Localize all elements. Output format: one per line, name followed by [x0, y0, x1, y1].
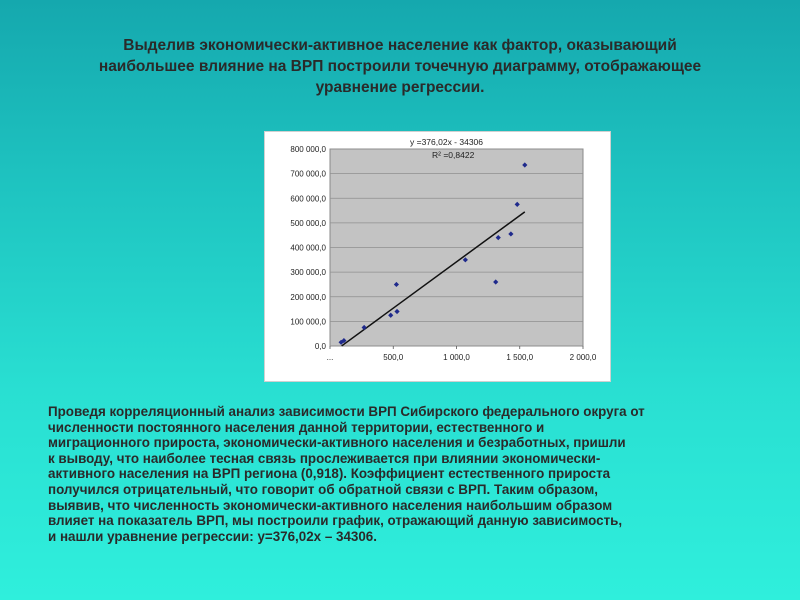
x-tick-label: 1 000,0 [443, 353, 470, 362]
chart-svg [265, 132, 610, 381]
y-tick-label: 800 000,0 [290, 145, 326, 154]
y-tick-label: 700 000,0 [290, 169, 326, 179]
slide-title: Выделив экономически-активное население как фактор, оказывающий наибольшее влияние на ВРП построили точечную диаграмму, отображающее уравнение регрессии. [98, 37, 702, 96]
scatter-chart [264, 131, 611, 382]
conclusion-paragraph: Проведя корреляционный анализ зависимости ВРП Сибирского федерального округа от численности постоянного населения данной территории, естественного и миграционного прироста, экономически-активного населения и безработных, пришли к выводу, что наиболее тесная связь прослеживается при влиянии экономически- активного населения на ВРП региона (0,918). Коэффициент естественного прироста получился отрицательный, что говорит об обратной связи с ВРП. Таким образом, выявив, что численность экономически-активного населения наибольшим образом влияет на показатель ВРП, мы построили график, отражающий данную зависимость, и нашли уравнение регрессии: y=376,02x – 34306. [48, 404, 645, 544]
x-tick-label: 1 500,0 [506, 353, 534, 362]
x-tick-label: 500,0 [383, 353, 404, 362]
x-tick-label: ... [326, 353, 334, 362]
y-tick-label: 600 000,0 [290, 194, 326, 204]
y-tick-label: 500 000,0 [290, 218, 326, 228]
y-tick-label: 400 000,0 [290, 243, 326, 253]
y-tick-label: 100 000,0 [290, 317, 326, 327]
x-tick-label: 2 000,0 [569, 353, 597, 362]
y-tick-label: 0,0 [314, 342, 326, 351]
trendline-equation: y =376,02x - 34306 [410, 137, 484, 147]
trendline-r2: R² =0,8422 [432, 150, 475, 160]
y-tick-label: 300 000,0 [290, 268, 326, 278]
y-tick-label: 200 000,0 [290, 292, 326, 302]
